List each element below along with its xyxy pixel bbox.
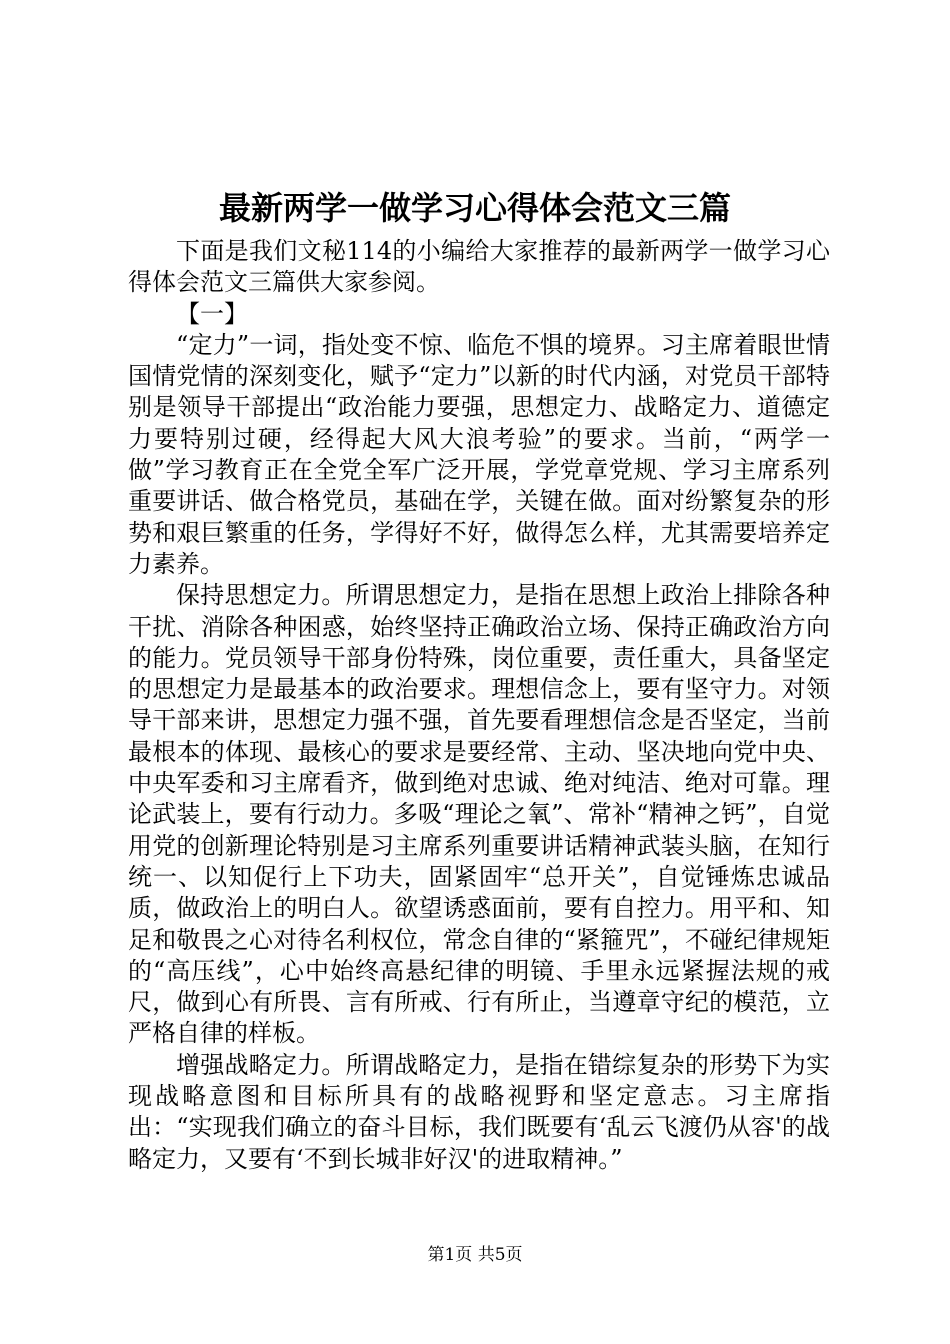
- document-title: 最新两学一做学习心得体会范文三篇: [218, 189, 731, 227]
- body-paragraph: 增强战略定力。所谓战略定力，是指在错综复杂的形势下为实现战略意图和目标所具有的战略视野和坚定意志。习主席指出：“实现我们确立的奋斗目标，我们既要有‘乱云飞渡仍从容'的战略定力，又要有‘不到长城非好汉'的进取精神。”: [128, 1050, 830, 1173]
- body-paragraph: 保持思想定力。所谓思想定力，是指在思想上政治上排除各种干扰、消除各种困惑，始终坚持正确政治立场、保持正确政治方向的能力。党员领导干部身份特殊，岗位重要，责任重大，具备坚定的思想定力是最基本的政治要求。理想信念上，要有坚守力。对领导干部来讲，思想定力强不强，首先要看理想信念是否坚定，当前最根本的体现、最核心的要求是要经常、主动、坚决地向党中央、中央军委和习主席看齐，做到绝对忠诚、绝对纯洁、绝对可靠。理论武装上，要有行动力。多吸“理论之氧”、常补“精神之钙”，自觉用党的创新理论特别是习主席系列重要讲话精神武装头脑，在知行统一、以知促行上下功夫，固紧固牢“总开关”，自觉锤炼忠诚品质，做政治上的明白人。欲望诱惑面前，要有自控力。用平和、知足和敬畏之心对待名利权位，常念自律的“紧箍咒”，不碰纪律规矩的“高压线”，心中始终高悬纪律的明镜、手里永远紧握法规的戒尺，做到心有所畏、言有所戒、行有所止，当遵章守纪的模范，立严格自律的样板。: [128, 581, 830, 1048]
- document-body: [128, 236, 830, 1175]
- section-heading-one: 【一】: [176, 299, 248, 328]
- intro-paragraph: 下面是我们文秘114的小编给大家推荐的最新两学一做学习心得体会范文三篇供大家参阅。: [128, 237, 830, 297]
- body-paragraph: “定力”一词，指处变不惊、临危不惧的境界。习主席着眼世情国情党情的深刻变化，赋予“定力”以新的时代内涵，对党员干部特别是领导干部提出“政治能力要强，思想定力、战略定力、道德定力要特别过硬，经得起大风大浪考验”的要求。当前，“两学一做”学习教育正在全党全军广泛开展，学党章党规、学习主席系列重要讲话、做合格党员，基础在学，关键在做。面对纷繁复杂的形势和艰巨繁重的任务，学得好不好，做得怎么样，尤其需要培养定力素养。: [128, 330, 830, 578]
- page-footer: 第1页 共5页: [427, 1245, 523, 1265]
